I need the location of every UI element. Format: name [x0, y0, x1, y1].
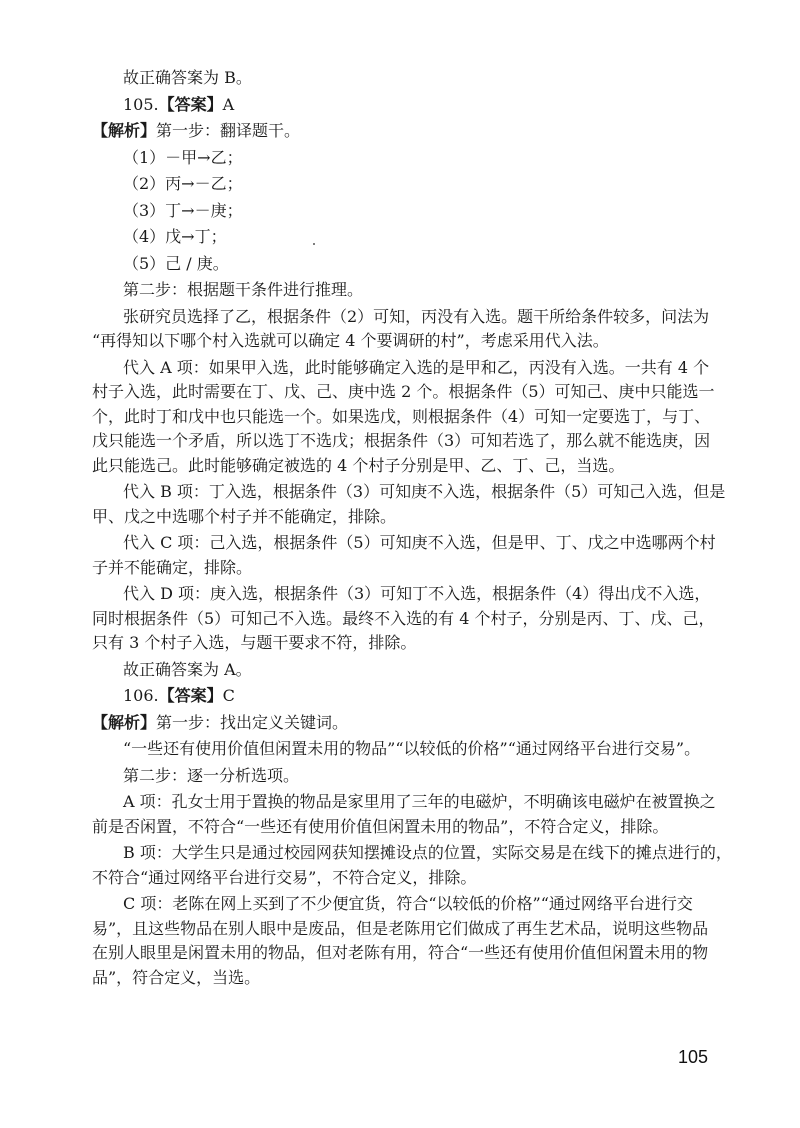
- paragraph-line: 只有 3 个村子入选，与题干要求不符，排除。: [92, 633, 417, 652]
- condition-3: （3）丁→－庚；: [123, 200, 243, 220]
- q105-para-option-c: [92, 531, 728, 580]
- paragraph-line: 代入 B 项：丁入选，根据条件（3）可知庚不入选，根据条件（5）可知己入选，但是: [123, 482, 726, 501]
- paragraph-line: 甲、戊之中选哪个村子并不能确定，排除。: [92, 506, 397, 526]
- q106-para-option-a: [92, 790, 728, 839]
- q106-para-option-c: [92, 892, 728, 990]
- document-body: [92, 66, 732, 990]
- q105-step2: 第二步：根据题干条件进行推理。: [123, 280, 364, 299]
- paragraph-line: A 项：孔女士用于置换的物品是家里用了三年的电磁炉，不明确该电磁炉在被置换之: [123, 792, 716, 811]
- paragraph-line: C 项：老陈在网上买到了不少便宜货，符合“以较低的价格”“通过网络平台进行交: [123, 894, 693, 913]
- paragraph-line: “再得知以下哪个村入选就可以确定 4 个要调研的村”，考虑采用代入法。: [92, 331, 609, 350]
- condition-2: （2）丙→－乙；: [123, 174, 243, 193]
- q106-answer-line: [92, 684, 728, 709]
- paragraph-line: 易”，且这些物品在别人眼中是废品，但是老陈用它们做成了再生艺术品，说明这些物品: [92, 918, 709, 938]
- paragraph-line: 戊只能选一个矛盾，所以选丁不选戊；根据条件（3）可知若选了，那么就不能选庚，因: [92, 431, 711, 450]
- q105-answer: A: [222, 94, 235, 114]
- page-number: 105: [678, 1047, 709, 1067]
- q105-number: 105.: [123, 94, 159, 114]
- paragraph-line: B 项：大学生只是通过校园网获知摆摊设点的位置，实际交易是在线下的摊点进行的，: [123, 843, 732, 862]
- q106-analysis-tag: 【解析】: [92, 712, 157, 732]
- condition-5: （5）己 / 庚。: [123, 253, 229, 273]
- q105-para-option-a: [92, 356, 728, 479]
- q105-para-intro: [92, 305, 728, 354]
- q106-number: 106.: [123, 686, 159, 705]
- q106-para-option-b: [92, 841, 732, 890]
- q105-answer-line: [92, 93, 728, 118]
- q106-answer: C: [222, 686, 235, 705]
- paragraph-line: 村子入选，此时需要在丁、戊、己、庚中选 2 个。根据条件（5）可知己、庚中只能选一: [92, 382, 715, 401]
- paragraph-line: 此只能选己。此时能够确定被选的 4 个村子分别是甲、乙、丁、己，当选。: [92, 455, 625, 475]
- q104-conclusion: 故正确答案为 B。: [123, 68, 252, 87]
- condition-1: （1）－甲→乙；: [123, 147, 243, 167]
- q106-analysis-line: [92, 711, 728, 736]
- q105-analysis-line: [92, 119, 728, 144]
- paragraph-line: 个，此时丁和戊中也只能选一个。如果选戊，则根据条件（4）可知一定要选丁，与丁、: [92, 406, 711, 426]
- paragraph-line: 代入 C 项：己入选，根据条件（5）可知庚不入选，但是甲、丁、戊之中选哪两个村: [123, 533, 716, 552]
- paragraph-line: 前是否闲置，不符合“一些还有使用价值但闲置未用的物品”，不符合定义，排除。: [92, 816, 669, 836]
- paragraph-line: 代入 D 项：庚入选，根据条件（3）可知丁不入选，根据条件（4）得出戊不入选，: [123, 584, 711, 603]
- q106-answer-tag: 【答案】: [158, 686, 223, 705]
- q106-step2: 第二步：逐一分析选项。: [123, 765, 300, 785]
- scan-speck: [313, 243, 315, 245]
- q105-analysis-tag: 【解析】: [92, 121, 157, 140]
- paragraph-line: 不符合“通过网络平台进行交易”，不符合定义，排除。: [92, 867, 477, 887]
- q106-keywords: “一些还有使用价值但闲置未用的物品”“以较低的价格”“通过网络平台进行交易”。: [123, 739, 701, 758]
- q105-step1: 第一步：翻译题干。: [156, 121, 301, 140]
- q106-step1: 第一步：找出定义关键词。: [156, 712, 349, 732]
- q105-answer-tag: 【答案】: [158, 94, 223, 114]
- q105-conclusion: 故正确答案为 A。: [123, 659, 252, 679]
- paragraph-line: 代入 A 项：如果甲入选，此时能够确定入选的是甲和乙，丙没有入选。一共有 4 个: [123, 357, 710, 377]
- q105-para-option-b: [92, 480, 728, 529]
- paragraph-line: 品”，符合定义，当选。: [92, 967, 261, 987]
- q105-para-option-d: [92, 582, 728, 656]
- paragraph-line: 同时根据条件（5）可知己不入选。最终不入选的有 4 个村子，分别是丙、丁、戊、己，: [92, 608, 715, 628]
- paragraph-line: 在别人眼里是闲置未用的物品，但对老陈有用，符合“一些还有使用价值但闲置未用的物: [92, 943, 709, 962]
- paragraph-line: 张研究员选择了乙，根据条件（2）可知，丙没有入选。题干所给条件较多，问法为: [123, 306, 710, 326]
- paragraph-line: 子并不能确定，排除。: [92, 557, 253, 577]
- condition-4: （4）戊→丁；: [123, 227, 227, 246]
